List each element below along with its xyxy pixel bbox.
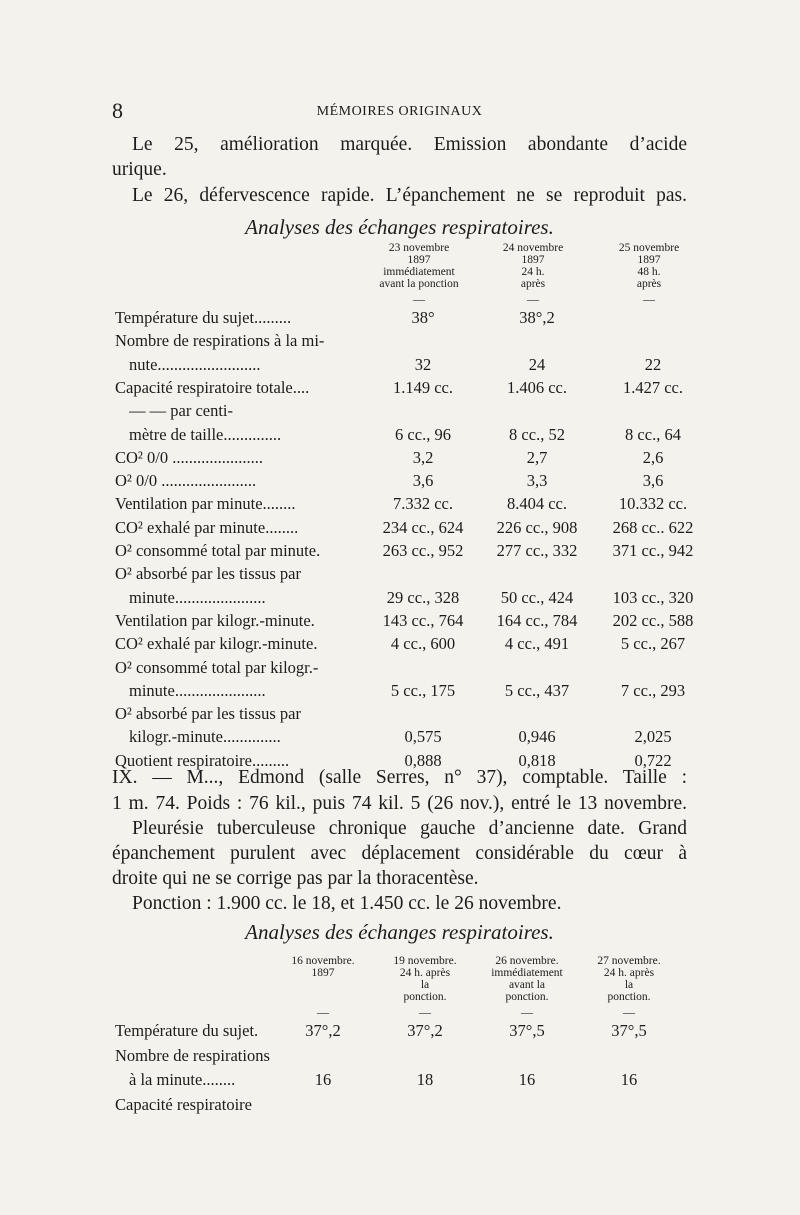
table-row [115, 632, 695, 656]
row-value: 5 cc., 175 [390, 680, 456, 700]
row-value: 50 cc., 424 [500, 587, 574, 607]
row-label: Température du sujet......... [115, 308, 292, 327]
table-row [115, 1068, 695, 1092]
row-value: 202 cc., 588 [612, 610, 694, 630]
column-dash: — [527, 292, 539, 306]
page-number: 8 [112, 98, 123, 123]
col-header-line: immédiatement [383, 266, 455, 278]
column-dash: — [643, 292, 655, 306]
row-label: Quotient respiratoire......... [115, 750, 290, 770]
intro-line: Le 26, défervescence rapide. L’épanchement ne se reproduit pas. [132, 185, 687, 206]
row-value: 32 [414, 354, 432, 374]
row-value: 5 cc., 437 [504, 680, 570, 700]
row-value: 4 cc., 491 [504, 634, 570, 654]
col-header-line: 27 novembre. [597, 955, 661, 967]
col-header-line: 24 novembre [502, 242, 564, 254]
row-label: Capacité respiratoire totale.... [115, 377, 310, 397]
table-row [115, 353, 695, 377]
row-value: 234 cc., 624 [382, 517, 464, 537]
table2-column-header [579, 955, 679, 1003]
row-value: 143 cc., 764 [382, 610, 464, 630]
case-text-line: épanchement purulent avec déplacement considérable du cœur à [112, 843, 687, 864]
row-label: CO² exhalé par minute........ [115, 517, 299, 537]
column-dash: — [623, 1005, 635, 1019]
row-value: 4 cc., 600 [390, 634, 456, 654]
col-header-line: après [520, 278, 546, 290]
row-label: Température du sujet. [115, 1021, 259, 1040]
col-header-line: ponction. [607, 991, 651, 1003]
row-label: O² absorbé par les tissus par [115, 704, 301, 724]
col-header-line: ponction. [505, 991, 549, 1003]
row-value: 268 cc.. 622 [612, 517, 694, 537]
row-label: Nombre de respirations à la mi- [115, 331, 325, 351]
row-label: kilogr.-minute.............. [129, 727, 281, 747]
row-value: 3,3 [526, 471, 548, 491]
table-row [115, 399, 695, 423]
row-value: 8 cc., 52 [509, 424, 565, 444]
table-row [115, 679, 695, 703]
row-value: 1.149 cc. [392, 377, 454, 397]
intro-line: urique. [112, 159, 167, 180]
table-row [115, 446, 695, 470]
table1-column-header [363, 242, 475, 290]
row-label: Nombre de respirations [115, 1045, 270, 1065]
row-value: 37°,5 [611, 1021, 647, 1040]
row-value: 0,575 [404, 727, 442, 747]
row-label: — — par centi- [129, 401, 234, 421]
table2-column-header [375, 955, 475, 1003]
col-header-line: 26 novembre. [495, 955, 559, 967]
row-value: 6 cc., 96 [395, 424, 451, 444]
row-label: Ventilation par kilogr.-minute. [115, 610, 315, 630]
row-value: 16 [518, 1070, 536, 1089]
case-text-line: IX. — M..., Edmond (salle Serres, n° 37), comptable. Taille : [112, 767, 687, 788]
table-row [115, 656, 695, 680]
table-row [115, 329, 695, 353]
row-value: 3,6 [642, 471, 664, 491]
table-row [115, 1044, 695, 1068]
row-label: nute......................... [129, 354, 261, 374]
row-label: minute...................... [129, 587, 266, 607]
row-value: 37°,2 [407, 1021, 443, 1040]
running-title: MÉMOIRES ORIGINAUX [316, 104, 483, 119]
row-value: 2,7 [526, 447, 548, 467]
row-label: O² consommé total par kilogr.- [115, 657, 319, 677]
row-label: mètre de taille.............. [129, 424, 282, 444]
row-value: 3,2 [412, 447, 434, 467]
row-label: O² 0/0 ....................... [115, 471, 257, 491]
table-row [115, 423, 695, 447]
table-row [115, 306, 695, 330]
col-header-line: 1897 [311, 967, 335, 979]
col-header-line: 48 h. [637, 266, 661, 278]
row-value: 3,6 [412, 471, 434, 491]
row-value: 164 cc., 784 [496, 610, 578, 630]
row-value: 8.404 cc. [506, 494, 568, 514]
col-header-line: 24 h. après [399, 967, 451, 979]
row-value: 5 cc., 267 [620, 634, 686, 654]
row-value: 29 cc., 328 [386, 587, 460, 607]
col-header-line: 24 h. après [603, 967, 655, 979]
case-text-line: 1 m. 74. Poids : 76 kil., puis 74 kil. 5 (26 nov.), entré le 13 novembre. [112, 793, 687, 814]
case-text-line: Ponction : 1.900 cc. le 18, et 1.450 cc. le 26 novembre. [132, 893, 562, 914]
table2-column-header [477, 955, 577, 1003]
row-value: 0,818 [518, 750, 556, 770]
table1-column-header [477, 242, 589, 290]
row-label: minute...................... [129, 680, 266, 700]
col-header-line: 25 novembre [618, 242, 680, 254]
col-header-line: la [420, 979, 430, 991]
row-value: 0,888 [404, 750, 442, 770]
row-value: 24 [528, 354, 546, 374]
col-header-line: 19 novembre. [393, 955, 457, 967]
col-header-line: ponction. [403, 991, 447, 1003]
row-label: à la minute........ [129, 1070, 236, 1089]
table-row [115, 539, 695, 563]
row-value: 10.332 cc. [618, 494, 688, 514]
row-value: 277 cc., 332 [496, 541, 578, 560]
row-value: 1.427 cc. [622, 377, 684, 397]
table-row [115, 516, 695, 540]
case-text-line: droite qui ne se corrige pas par la thoracentèse. [112, 868, 479, 889]
table-row [115, 376, 695, 400]
col-header-line: 1897 [407, 254, 431, 266]
row-value: 0,946 [518, 727, 556, 747]
row-value: 16 [620, 1070, 638, 1089]
table-row [115, 586, 695, 610]
table1-column-header [593, 242, 705, 290]
table-row [115, 1093, 695, 1117]
running-header [112, 100, 687, 126]
row-value: 22 [644, 354, 662, 374]
row-value: 7.332 cc. [392, 494, 454, 514]
row-label: CO² 0/0 ...................... [115, 447, 263, 467]
col-header-line: immédiatement [491, 967, 563, 979]
row-label: CO² exhalé par kilogr.-minute. [115, 634, 318, 654]
table-row [115, 725, 695, 749]
table-row [115, 609, 695, 633]
column-dash: — [521, 1005, 533, 1019]
row-value: 263 cc., 952 [382, 541, 464, 560]
row-value: 0,722 [634, 750, 672, 770]
row-label: Capacité respiratoire [115, 1094, 252, 1114]
column-dash: — [317, 1005, 329, 1019]
column-dash: — [419, 1005, 431, 1019]
row-label: Ventilation par minute........ [115, 494, 296, 514]
row-value: 7 cc., 293 [620, 680, 686, 700]
row-value: 38°,2 [519, 308, 555, 327]
row-value: 371 cc., 942 [612, 541, 694, 560]
table-row [115, 492, 695, 516]
row-label: O² absorbé par les tissus par [115, 564, 301, 584]
row-value: 18 [416, 1070, 434, 1089]
col-header-line: la [624, 979, 634, 991]
col-header-line: après [636, 278, 662, 290]
row-value: 1.406 cc. [506, 377, 568, 397]
row-value: 37°,2 [305, 1021, 341, 1040]
case-text-line: Pleurésie tuberculeuse chronique gauche d’ancienne date. Grand [132, 818, 687, 839]
col-header-line: avant la [508, 979, 546, 991]
row-value: 2,025 [634, 727, 672, 747]
row-value: 38° [411, 308, 435, 327]
col-header-line: avant la ponction [379, 278, 459, 290]
column-dash: — [413, 292, 425, 306]
col-header-line: 24 h. [521, 266, 545, 278]
col-header-line: 23 novembre [388, 242, 450, 254]
row-value: 226 cc., 908 [496, 517, 578, 537]
table-row [115, 702, 695, 726]
table-row [115, 1019, 695, 1043]
table2-column-header [273, 955, 373, 979]
col-header-line: 1897 [521, 254, 545, 266]
table2-title: Analyses des échanges respiratoires. [245, 920, 554, 944]
table-row [115, 469, 695, 493]
row-value: 103 cc., 320 [612, 587, 694, 607]
row-value: 2,6 [642, 447, 664, 467]
row-value: 37°,5 [509, 1021, 545, 1040]
col-header-line: 1897 [637, 254, 661, 266]
col-header-line: 16 novembre. [291, 955, 355, 967]
table1-title: Analyses des échanges respiratoires. [245, 215, 554, 239]
row-value: 16 [314, 1070, 332, 1089]
row-value: 8 cc., 64 [625, 424, 681, 444]
row-label: O² consommé total par minute. [115, 541, 321, 560]
table-row [115, 562, 695, 586]
intro-line: Le 25, amélioration marquée. Emission abondante d’acide [132, 134, 687, 155]
